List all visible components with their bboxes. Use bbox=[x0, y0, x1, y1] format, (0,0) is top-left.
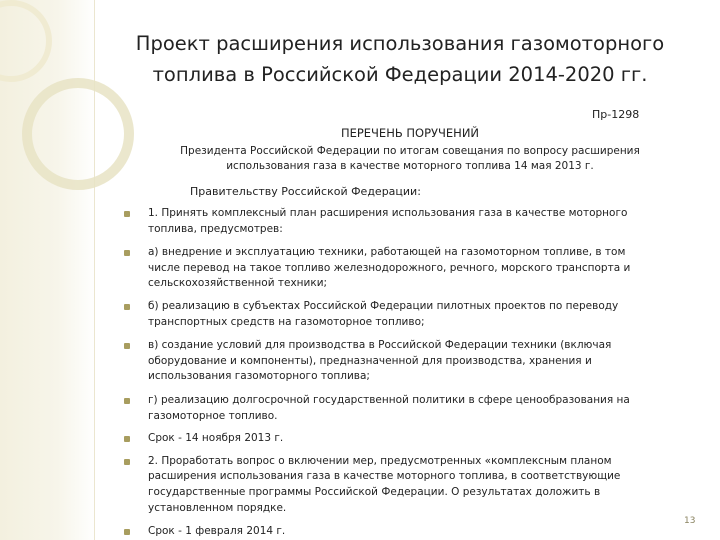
subheading-line-2: использования газа в качестве моторного топлива 14 мая 2013 г. bbox=[226, 160, 594, 172]
bullet-icon bbox=[124, 436, 130, 442]
list-item-text: топлива, предусмотрев: bbox=[148, 222, 283, 235]
instruction-list bbox=[124, 206, 672, 540]
bullet-icon bbox=[124, 398, 130, 404]
list-item-text: Срок - 1 февраля 2014 г. bbox=[148, 525, 286, 538]
list-item-text: установленном порядке. bbox=[148, 501, 287, 514]
list-item-text: использования газомоторного топлива; bbox=[148, 370, 370, 383]
list-item-text: расширения использования газа в качестве моторного топлива, в соответствующие bbox=[148, 470, 621, 483]
decorative-ring-large bbox=[22, 78, 134, 190]
list-item bbox=[124, 338, 672, 385]
list-item bbox=[124, 206, 672, 237]
bullet-icon bbox=[124, 250, 130, 256]
list-item bbox=[124, 299, 672, 330]
list-item-text: 2. Проработать вопрос о включении мер, предусмотренных «комплексным планом bbox=[148, 454, 612, 467]
title-line-2: топлива в Российской Федерации 2014-2020 гг. bbox=[152, 63, 648, 86]
list-item bbox=[124, 393, 672, 424]
list-item-text: в) создание условий для производства в Российской Федерации техники (включая bbox=[148, 339, 612, 352]
bullet-icon bbox=[124, 304, 130, 310]
list-item-text: числе перевод на такое топливо железнодорожного, речного, морского транспорта и bbox=[148, 261, 631, 274]
list-item bbox=[124, 524, 672, 540]
list-item-text: Срок - 14 ноября 2013 г. bbox=[148, 432, 284, 445]
list-item-text: 1. Принять комплексный план расширения использования газа в качестве моторного bbox=[148, 207, 628, 219]
list-item-text: сельскохозяйственной техники; bbox=[148, 277, 328, 290]
slide-title bbox=[100, 28, 700, 90]
subheading-line-1: Президента Российской Федерации по итогам совещания по вопросу расширения bbox=[180, 145, 640, 157]
list-item-text: государственные программы Российской Федерации. О результатах доложить в bbox=[148, 485, 601, 498]
title-line-1: Проект расширения использования газомоторного bbox=[135, 32, 665, 55]
bullet-icon bbox=[124, 459, 130, 465]
list-item-text: б) реализацию в субъектах Российской Федерации пилотных проектов по переводу bbox=[148, 299, 619, 312]
list-item bbox=[124, 431, 672, 447]
list-item-text: оборудование и компоненты), предназначенной для производства, хранения и bbox=[148, 354, 592, 367]
list-item-text: а) внедрение и эксплуатацию техники, работающей на газомоторном топливе, в том bbox=[148, 246, 626, 259]
list-item-text: газомоторное топливо. bbox=[148, 409, 278, 422]
page-number: 13 bbox=[684, 516, 696, 526]
document-heading: ПЕРЕЧЕНЬ ПОРУЧЕНИЙ bbox=[340, 126, 480, 140]
addressee: Правительству Российской Федерации: bbox=[190, 185, 421, 198]
document-subheading bbox=[150, 144, 670, 174]
list-item-text: г) реализацию долгосрочной государственной политики в сфере ценообразования на bbox=[148, 393, 630, 406]
bullet-icon bbox=[124, 211, 130, 217]
bullet-icon bbox=[124, 529, 130, 535]
list-item bbox=[124, 454, 672, 516]
bullet-icon bbox=[124, 343, 130, 349]
list-item-text: транспортных средств на газомоторное топливо; bbox=[148, 315, 425, 328]
list-item bbox=[124, 245, 672, 292]
document-number: Пр-1298 bbox=[592, 108, 640, 121]
